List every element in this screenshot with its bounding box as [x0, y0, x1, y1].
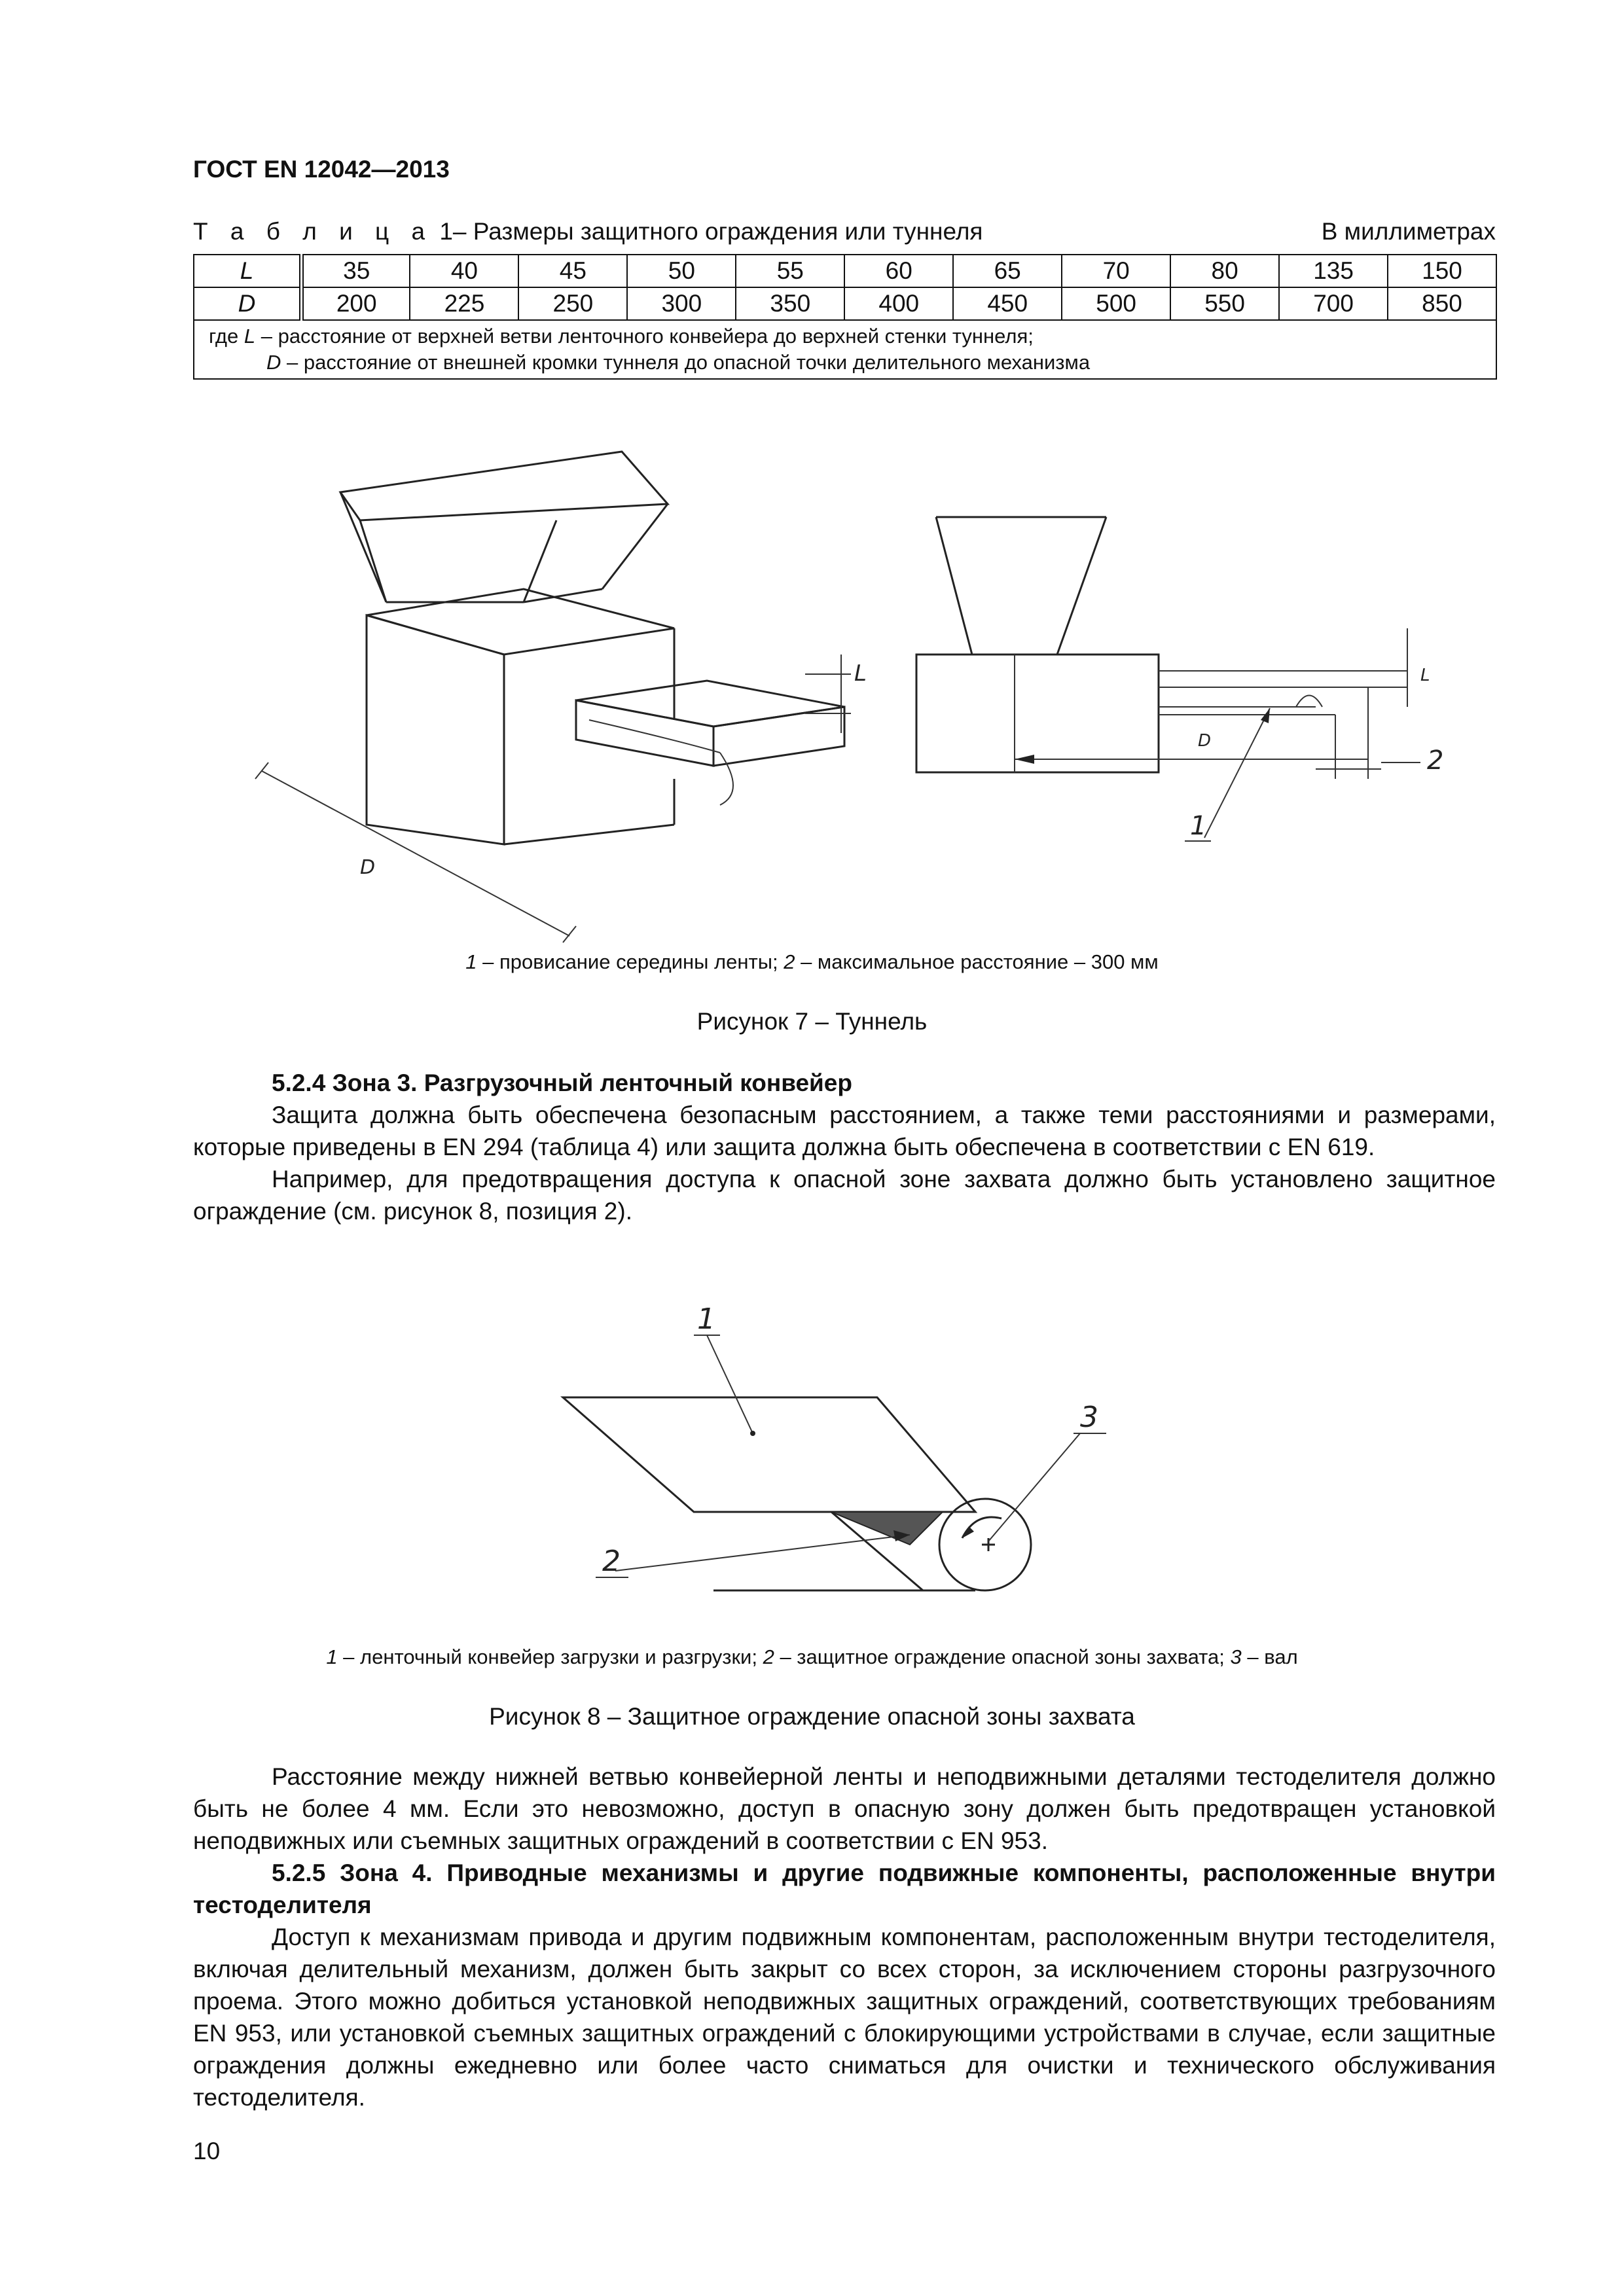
section-5-2-5-block [193, 1761, 1496, 2113]
table-cell: 850 [1388, 287, 1496, 320]
note-prefix: где [209, 325, 244, 348]
table-note [194, 320, 1496, 379]
table-cell: 50 [627, 255, 736, 287]
fig8-legend-1-num: 1 [326, 1645, 338, 1668]
table-cell: 35 [302, 255, 410, 287]
paragraph: Расстояние между нижней ветвью конвейерной ленты и неподвижными деталями тестоделителя должно быть не более 4 мм. Если это невозможно, доступ в опасную зону должен быть предотвращен установкой неподвижных или съемных защитных ограждений в соответствии с EN 953. [193, 1763, 1496, 1854]
fig7-label-D-left: D [360, 856, 376, 879]
table-cell: 700 [1279, 287, 1388, 320]
fig7-legend-2-text: – максимальное расстояние – 300 мм [795, 950, 1159, 973]
fig7-legend-2-num: 2 [784, 950, 795, 973]
figure8-legend [0, 1645, 1624, 1669]
section-5-2-4 [193, 1067, 1496, 1227]
fig8-legend-2-text: – защитное ограждение опасной зоны захвата; [774, 1645, 1231, 1668]
table-cell: 450 [953, 287, 1062, 320]
fig7-legend-1-num: 1 [465, 950, 477, 973]
table-caption-label: Т а б л и ц а [193, 218, 433, 245]
fig7-label-1: 1 [1190, 811, 1207, 841]
table-cell: 225 [410, 287, 518, 320]
page-number: 10 [193, 2138, 221, 2164]
table-cell: 500 [1062, 287, 1170, 320]
table-cell: 60 [844, 255, 953, 287]
table-cell: 300 [627, 287, 736, 320]
note-line-1 [209, 323, 1481, 350]
fig7-label-D-right: D [1198, 731, 1212, 751]
fig8-label-1: 1 [697, 1302, 715, 1336]
row-label-L: L [194, 255, 302, 287]
table-caption-text: 1– Размеры защитного ограждения или туннеля [433, 218, 983, 245]
table-cell: 200 [302, 287, 410, 320]
dimensions-table [193, 254, 1497, 380]
fig8-legend-3-text: – вал [1241, 1645, 1298, 1668]
paragraph: Например, для предотвращения доступа к опасной зоне захвата должно быть установлено защитное ограждение (см. рисунок 8, позиция 2). [193, 1166, 1496, 1225]
fig8-legend-1-text: – ленточный конвейер загрузки и разгрузки; [337, 1645, 763, 1668]
note-line-2 [209, 350, 1481, 376]
fig7-label-2: 2 [1427, 745, 1444, 776]
figure7-title: Рисунок 7 – Туннель [696, 1008, 928, 1035]
table-row-D [194, 287, 1496, 320]
table-cell: 550 [1170, 287, 1279, 320]
row-label-D: D [194, 287, 302, 320]
fig8-legend-2-num: 2 [763, 1645, 774, 1668]
table-cell: 350 [736, 287, 844, 320]
table-cell: 400 [844, 287, 953, 320]
note-var-L: L [244, 325, 256, 348]
figure7-legend [0, 950, 1624, 974]
section-heading: 5.2.5 Зона 4. Приводные механизмы и другие подвижные компоненты, расположенные внутри тестоделителя [193, 1859, 1496, 1918]
table-cell: 40 [410, 255, 518, 287]
figure7-side-drawing [910, 511, 1486, 864]
note-text-D: – расстояние от внешней кромки туннеля до опасной точки делительного механизма [281, 351, 1091, 374]
fig8-legend-3-num: 3 [1230, 1645, 1242, 1668]
paragraph: Доступ к механизмам привода и другим подвижным компонентам, расположенным внутри тестоделителя, включая делительный механизм, должен быть закрыт со всех сторон, за исключением стороны разгрузочного проема. Этого можно добиться установкой неподвижных защитных ограждений, соответствующих требованиям EN 953, или установкой съемных защитных ограждений с блокирующими устройствами в случае, если защитные ограждения должны ежедневно или более часто сниматься для очистки и технического обслуживания тестоделителя. [193, 1924, 1496, 2111]
note-text-L: – расстояние от верхней ветви ленточного конвейера до верхней стенки туннеля; [255, 325, 1034, 348]
table-cell: 70 [1062, 255, 1170, 287]
table-cell: 55 [736, 255, 844, 287]
figure7-isometric-drawing [249, 439, 903, 936]
table-row-L [194, 255, 1496, 287]
table-units: В миллиметрах [1321, 218, 1496, 245]
fig7-label-L-right: L [1420, 666, 1430, 685]
table-caption [193, 218, 1496, 245]
note-var-D: D [266, 351, 281, 374]
figure8-title: Рисунок 8 – Защитное ограждение опасной зоны захвата [489, 1703, 1135, 1730]
table-cell: 65 [953, 255, 1062, 287]
figure8-drawing [556, 1283, 1113, 1630]
fig7-label-L-left: L [854, 660, 867, 687]
table-cell: 80 [1170, 255, 1279, 287]
fig7-legend-1-text: – провисание середины ленты; [477, 950, 784, 973]
table-cell: 45 [518, 255, 627, 287]
fig8-label-2: 2 [602, 1545, 621, 1578]
table-cell: 250 [518, 287, 627, 320]
table-note-row [194, 320, 1496, 379]
table-cell: 135 [1279, 255, 1388, 287]
document-header: ГОСТ EN 12042—2013 [193, 156, 450, 183]
table-cell: 150 [1388, 255, 1496, 287]
fig8-label-3: 3 [1080, 1401, 1098, 1434]
section-heading: 5.2.4 Зона 3. Разгрузочный ленточный конвейер [272, 1069, 852, 1096]
paragraph: Защита должна быть обеспечена безопасным расстоянием, а также теми расстояниями и размерами, которые приведены в EN 294 (таблица 4) или защита должна быть обеспечена в соответствии с EN 619. [193, 1102, 1496, 1160]
